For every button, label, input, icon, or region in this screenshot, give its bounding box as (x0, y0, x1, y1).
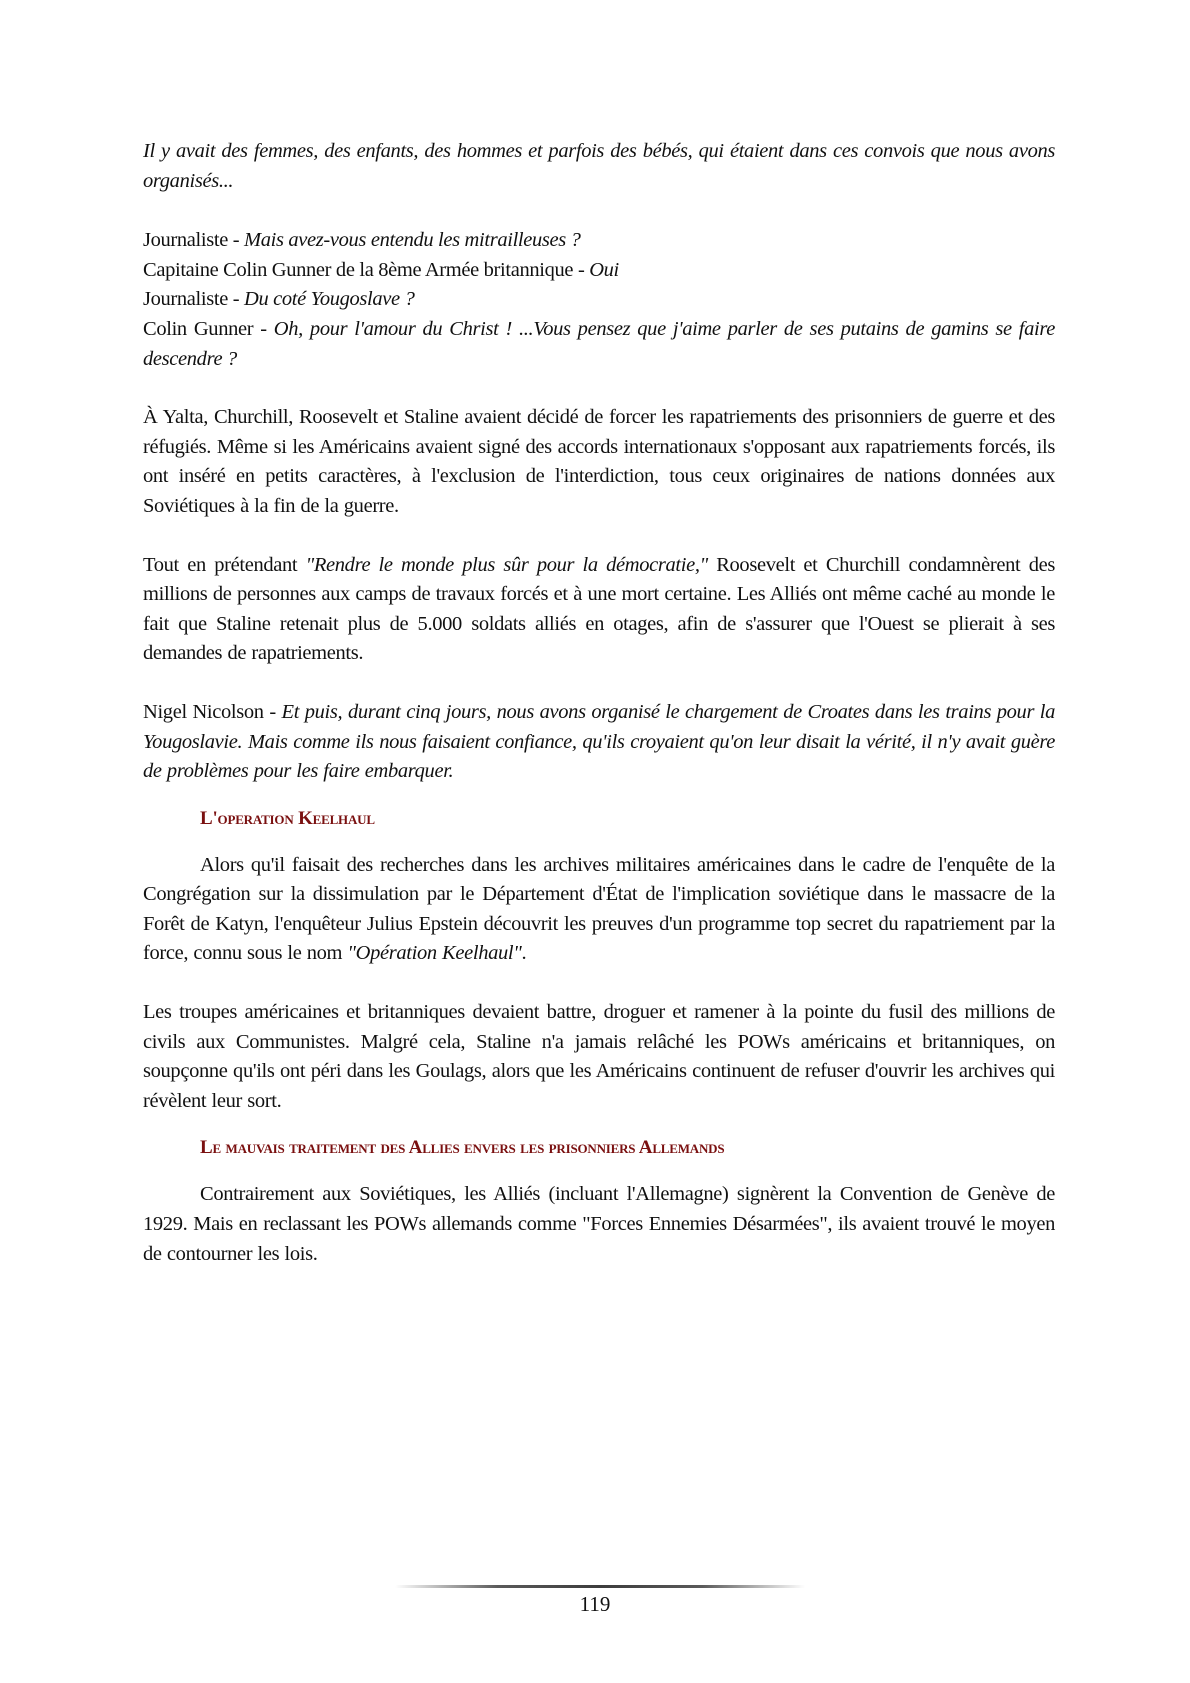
page-number: 119 (579, 1592, 611, 1616)
text-run: . (521, 942, 527, 965)
section-heading-mauvais-traitement: Le mauvais traitement des Allies envers les prisonniers Allemands (200, 1137, 725, 1159)
speech-text: Oui (589, 258, 619, 281)
body-paragraph-epstein (143, 851, 1055, 969)
body-paragraph-democratie (143, 551, 1055, 669)
quoted-phrase: "Opération Keelhaul" (347, 942, 522, 965)
section-heading-keelhaul: L'operation Keelhaul (200, 807, 375, 829)
text-column (143, 137, 1055, 1269)
footer-divider (395, 1585, 805, 1588)
quote-text: Il y avait des femmes, des enfants, des hommes et parfois des bébés, qui étaient dans ces convois que nous avons organisés... (143, 140, 1055, 192)
body-paragraph-troupes: Les troupes américaines et britanniques devaient battre, droguer et ramener à la pointe du fusil des millions de civils aux Communistes. Malgré cela, Staline n'a jamais relâché les POWs américains et britanniques, on soupçonne qu'ils ont péri dans les Goulags, alors que les Américains continuent de refuser d'ouvrir les archives qui révèlent leur sort. (143, 1001, 1055, 1112)
testimony-paragraph (143, 698, 1055, 787)
dialogue-line (143, 285, 1055, 315)
dialogue-line (143, 315, 1055, 374)
body-paragraph-yalta: À Yalta, Churchill, Roosevelt et Staline avaient décidé de forcer les rapatriements des prisonniers de guerre et des réfugiés. Même si les Américains avaient signé des accords internationaux s'opposant aux rapatriements forcés, ils ont inséré en petits caractères, à l'exclusion de l'interdiction, tous ceux originaires de nations données aux Soviétiques à la fin de la guerre. (143, 406, 1055, 517)
speaker-label: Capitaine Colin Gunner de la 8ème Armée britannique - (143, 258, 590, 281)
body-paragraph-geneve: Contrairement aux Soviétiques, les Alliés (incluant l'Allemagne) signèrent la Convention de Genève de 1929. Mais en reclassant les POWs allemands comme "Forces Ennemies Désarmées", ils avaient trouvé le moyen de contourner les lois. (143, 1183, 1055, 1265)
speaker-label: Nigel Nicolson - (143, 700, 282, 723)
speaker-label: Colin Gunner - (143, 317, 274, 340)
speech-text: Et puis, durant cinq jours, nous avons organisé le chargement de Croates dans les trains pour la Yougoslavie. Mais comme ils nous faisaient confiance, qu'ils croyaient qu'on leur disait la vérité, il n'y avait guère de problèmes pour les faire embarquer. (143, 700, 1055, 783)
quote-paragraph (143, 137, 1055, 196)
speech-text: Oh, pour l'amour du Christ ! ...Vous pensez que j'aime parler de ses putains de gamins se faire descendre ? (143, 317, 1055, 370)
text-run: Alors qu'il faisait des recherches dans les archives militaires américaines dans le cadre de l'enquête de la Congrégation sur la dissimulation par le Département d'État de l'implication soviétique dans le massacre de la Forêt de Katyn, l'enquêteur Julius Epstein découvrit les preuves d'un programme top secret du rapatriement par la force, connu sous le nom (143, 853, 1055, 965)
quoted-phrase: "Rendre le monde plus sûr pour la démocratie," (305, 553, 708, 576)
dialogue-line (143, 256, 1055, 286)
text-run: Roosevelt et Churchill condamnèrent des millions de personnes aux camps de travaux forcés et à une mort certaine. Les Alliés ont même caché au monde le fait que Staline retenait plus de 5.000 soldats alliés en otages, afin de s'assurer que l'Ouest se plierait à ses demandes de rapatriements. (143, 553, 1055, 665)
speaker-label: Journaliste - (143, 229, 244, 252)
speech-text: Du coté Yougoslave ? (244, 288, 415, 311)
speech-text: Mais avez-vous entendu les mitrailleuses ? (244, 229, 581, 252)
speaker-label: Journaliste - (143, 288, 244, 311)
text-run: Tout en prétendant (143, 553, 306, 576)
dialogue-line (143, 226, 1055, 256)
dialogue-block (143, 226, 1055, 374)
